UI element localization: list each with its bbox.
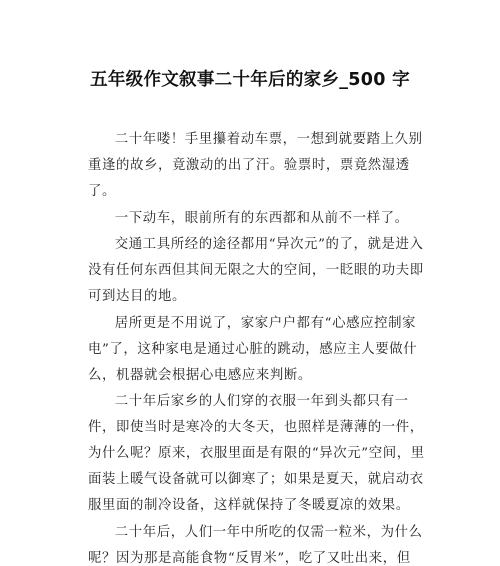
- paragraph-4: 居所更是不用说了，家家户户都有“心感应控制家电”了，这种家电是通过心脏的跳动，感应主人要做什么，机器就会根据心电感应来判断。: [88, 316, 418, 383]
- paragraph-3: 交通工具所经的途径都用“异次元”的了，就是进入没有任何东西但其间无限之大的空间，一眨眼的功夫即可到达目的地。: [88, 237, 424, 304]
- document-title: 五年级作文叙事二十年后的家乡_500 字: [90, 70, 410, 90]
- paragraph-1: 二十年喽！手里攥着动车票，一想到就要踏上久别重逢的故乡，竟激动的出了汗。验票时，票竟然湿透了。: [88, 132, 423, 199]
- paragraph-6: 二十年后，人们一年中所吃的仅需一粒米，为什么呢？因为那是高能食物“反胃米”，吃了又吐出来，但: [88, 525, 423, 566]
- paragraph-2: 一下动车，眼前所有的东西都和从前不一样了。: [114, 211, 409, 226]
- paragraph-5: 二十年后家乡的人们穿的衣服一年到头都只有一件，即使当时是寒冷的大冬天，也照样是薄薄的一件，为什么呢？原来，衣服里面是有限的“异次元”空间，里面装上暖气设备就可以御寒了；如果是夏天，就启动衣服里面的制冷设备，这样就保持了冬暖夏凉的效果。: [88, 394, 425, 513]
